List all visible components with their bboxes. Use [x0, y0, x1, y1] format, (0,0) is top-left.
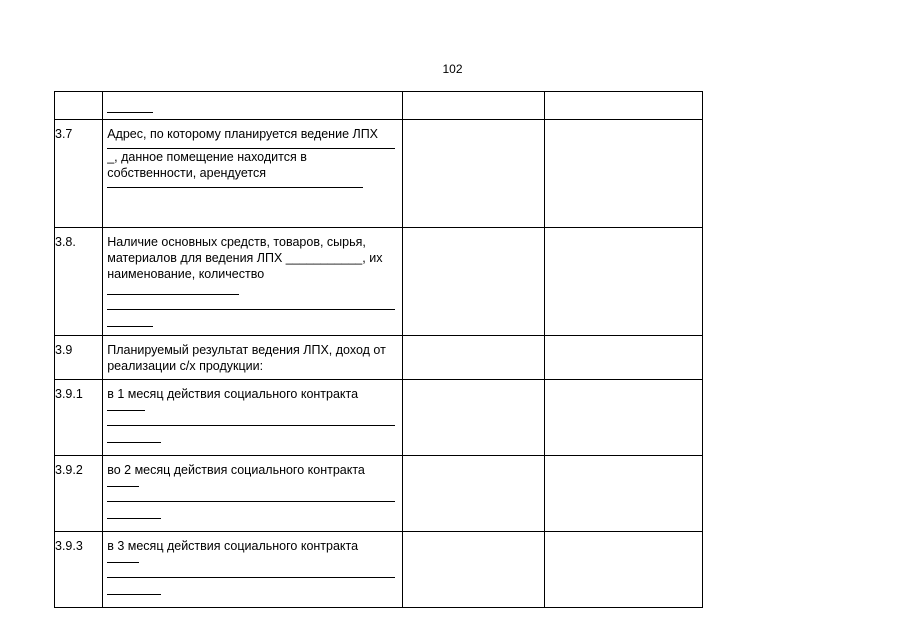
row-value-cell-1[interactable]: [402, 336, 545, 380]
row-value-cell-2[interactable]: [545, 336, 703, 380]
row-description-continued: _, данное помещение находится в собственности, арендуется: [107, 150, 307, 180]
row-text-cell: [103, 92, 402, 120]
table-row: [55, 380, 703, 456]
row-description: в 3 месяц действия социального контракта: [107, 539, 359, 553]
row-text-cell: [103, 120, 402, 228]
blank-fill-line[interactable]: [107, 142, 395, 149]
row-text-cell: [103, 380, 402, 456]
row-number-cell: 3.9.1: [55, 380, 103, 456]
row-description: во 2 месяц действия социального контракта: [107, 463, 365, 477]
row-value-cell-2[interactable]: [545, 532, 703, 608]
row-description: Наличие основных средств, товаров, сырья, материалов для ведения ЛПХ ___________, их наименование, количество: [107, 235, 383, 281]
row-value-cell-1[interactable]: [402, 120, 545, 228]
row-number-cell: [55, 92, 103, 120]
blank-fill-line[interactable]: [107, 92, 153, 113]
table-row: [55, 456, 703, 532]
row-value-cell-2[interactable]: [545, 120, 703, 228]
row-value-cell-2[interactable]: [545, 456, 703, 532]
table-row: [55, 120, 703, 228]
row-number-cell: 3.9: [55, 336, 103, 380]
row-value-cell-1[interactable]: [402, 92, 545, 120]
blank-fill-line[interactable]: [107, 478, 139, 487]
row-description: в 1 месяц действия социального контракта: [107, 387, 359, 401]
row-text-cell: [103, 456, 402, 532]
row-value-cell-1[interactable]: [402, 456, 545, 532]
blank-fill-line[interactable]: [107, 502, 161, 519]
row-text-cell: [103, 228, 402, 336]
blank-fill-line[interactable]: [107, 310, 153, 327]
table-row: [55, 532, 703, 608]
row-number-cell: 3.7: [55, 120, 103, 228]
table-row: [55, 92, 703, 120]
row-value-cell-2[interactable]: [545, 228, 703, 336]
row-value-cell-1[interactable]: [402, 228, 545, 336]
row-number-cell: 3.8.: [55, 228, 103, 336]
row-description: Адрес, по которому планируется ведение ЛПХ: [107, 127, 379, 141]
blank-fill-line[interactable]: [107, 578, 161, 595]
blank-fill-line[interactable]: [107, 426, 161, 443]
row-number-cell: 3.9.3: [55, 532, 103, 608]
row-text-cell: Планируемый результат ведения ЛПХ, доход от реализации с/х продукции:: [103, 336, 402, 380]
blank-fill-line[interactable]: [107, 563, 395, 578]
row-text-cell: [103, 532, 402, 608]
page-number: 102: [442, 62, 463, 76]
row-number-cell: 3.9.2: [55, 456, 103, 532]
blank-fill-line[interactable]: [107, 411, 395, 426]
blank-fill-line[interactable]: [107, 282, 239, 295]
blank-fill-line[interactable]: [107, 402, 145, 411]
row-value-cell-2[interactable]: [545, 92, 703, 120]
row-value-cell-1[interactable]: [402, 532, 545, 608]
table-row: [55, 336, 703, 380]
blank-fill-line[interactable]: [107, 487, 395, 502]
blank-fill-line[interactable]: [107, 554, 139, 563]
row-value-cell-1[interactable]: [402, 380, 545, 456]
blank-fill-line[interactable]: [107, 295, 395, 310]
row-value-cell-2[interactable]: [545, 380, 703, 456]
table-row: [55, 228, 703, 336]
blank-fill-line[interactable]: [107, 181, 363, 188]
form-table: [54, 91, 703, 608]
